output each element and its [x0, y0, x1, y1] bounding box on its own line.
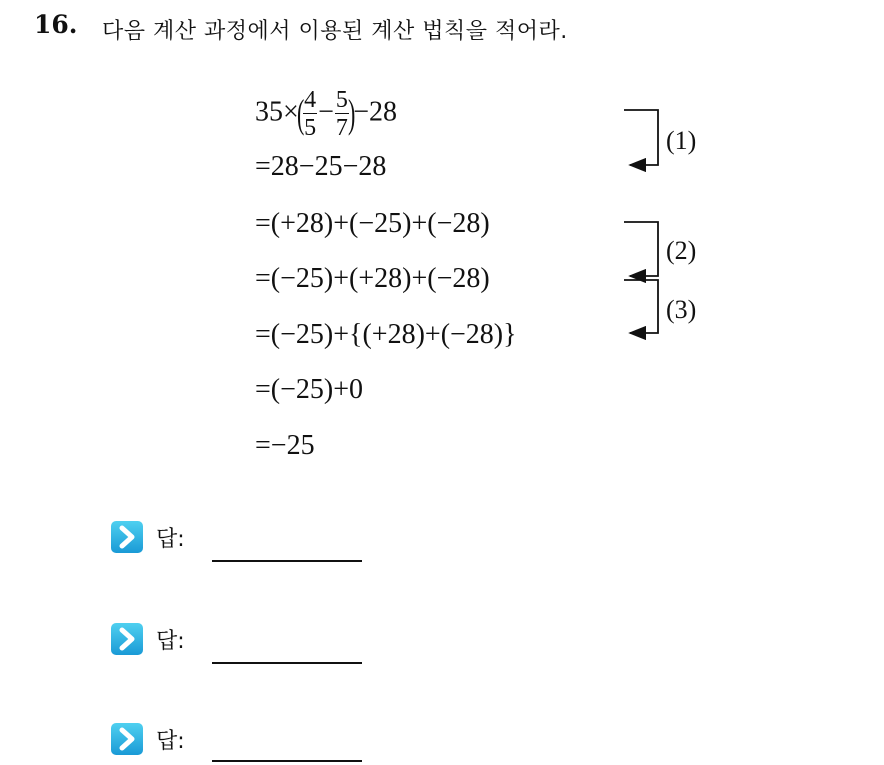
answer-blank-2[interactable] — [212, 662, 362, 664]
left-paren: ( — [296, 91, 305, 136]
calc-line-1-tail: −28 — [353, 96, 398, 128]
calc-line-6: =(−25)+0 — [255, 374, 364, 405]
question-prompt: 다음 계산 과정에서 이용된 계산 법칙을 적어라. — [102, 19, 568, 44]
fraction-1-numerator: 4 — [304, 87, 317, 113]
calc-line-1-minus: − — [318, 96, 334, 128]
bracket-step-3 — [624, 280, 658, 333]
chevron-right-icon — [110, 722, 144, 756]
answer-blank-3[interactable] — [212, 760, 362, 762]
chevron-right-icon — [110, 622, 144, 656]
bracket-step-1 — [624, 110, 658, 165]
calc-line-2: =28−25−28 — [255, 151, 387, 182]
step-label-3: (3) — [666, 295, 697, 324]
answer-blank-1[interactable] — [212, 560, 362, 562]
calc-line-3: =(+28)+(−25)+(−28) — [255, 208, 490, 239]
calc-line-5: =(−25)+{(+28)+(−28)} — [255, 319, 517, 350]
calc-line-7: =−25 — [255, 430, 315, 461]
step-label-1: (1) — [666, 126, 697, 155]
bracket-step-2 — [624, 222, 658, 276]
answer-label-2: 답: — [156, 629, 185, 654]
question-number: 16. — [34, 10, 78, 39]
fraction-2-denominator: 7 — [335, 115, 348, 141]
right-paren: ) — [347, 91, 356, 136]
chevron-right-icon — [110, 520, 144, 554]
calc-line-4: =(−25)+(+28)+(−28) — [255, 263, 490, 294]
answer-label-3: 답: — [156, 729, 185, 754]
fraction-2-numerator: 5 — [335, 87, 348, 113]
calc-line-1-lead: 35× — [255, 96, 299, 128]
answer-label-1: 답: — [156, 527, 185, 552]
fraction-1-denominator: 5 — [304, 115, 317, 141]
step-label-2: (2) — [666, 236, 697, 265]
